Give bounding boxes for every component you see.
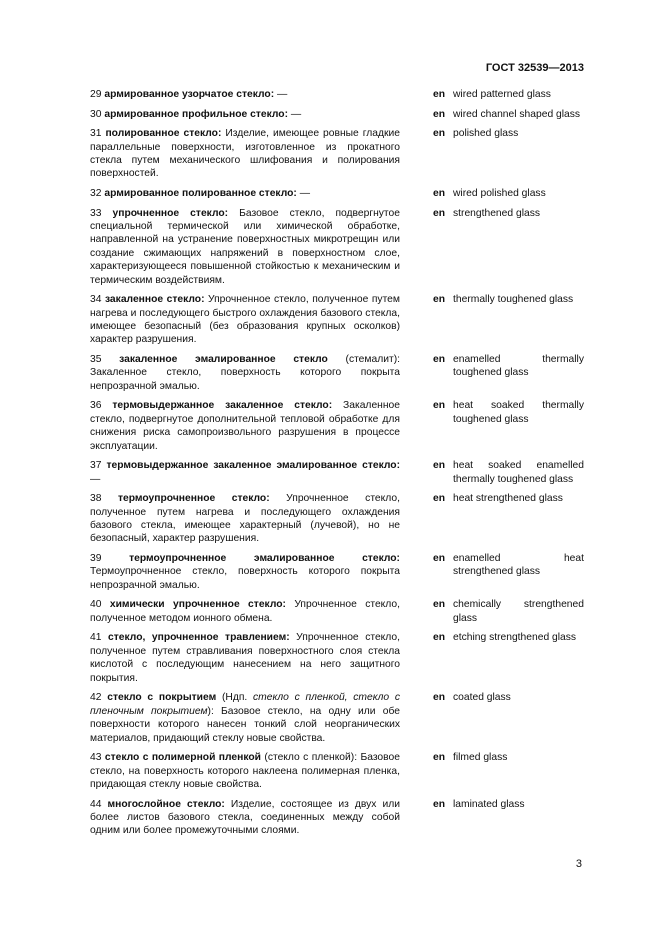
term-list xyxy=(90,88,584,844)
english-equivalent: coated glass xyxy=(453,692,511,704)
term-entry xyxy=(90,353,584,393)
language-code: en xyxy=(433,632,446,644)
english-equivalent: heat soaked thermally toughened glass xyxy=(453,400,584,425)
term-name: термоупрочненное эмалированное стекло: xyxy=(129,553,400,565)
term-entry xyxy=(90,691,584,745)
term-text: Термоупрочненное стекло, поверхность которого покрыта непрозрачной эмалью. xyxy=(90,566,400,591)
english-equivalent: wired channel shaped glass xyxy=(453,108,581,120)
language-code: en xyxy=(433,108,446,120)
term-text: Упрочненное стекло, полученное путем нагрева и последующего охлаждения базового стекла, имеющее характерный (лучевой), но не безопасный, характер разрушения. xyxy=(90,493,400,545)
english-equivalent: heat soaked enamelled thermally toughened glass xyxy=(453,460,584,485)
term-text: Упрочненное стекло, полученное путем стравливания поверхностного слоя стекла кислотой с последующим нанесением на него защитного покрытия. xyxy=(90,632,400,684)
term-definition xyxy=(90,552,400,592)
term-text: Упрочненное стекло, полученное методом ионного обмена. xyxy=(90,599,400,624)
term-definition xyxy=(90,88,400,101)
term-number: 40 xyxy=(90,599,102,611)
term-number: 36 xyxy=(90,400,102,412)
term-entry xyxy=(90,127,584,181)
term-name: термоупрочненное стекло: xyxy=(118,493,270,505)
term-definition xyxy=(90,691,400,745)
term-entry xyxy=(90,492,584,546)
language-code: en xyxy=(433,207,446,219)
term-entry xyxy=(90,108,584,121)
term-name: термовыдержанное закаленное стекло: xyxy=(112,400,333,412)
term-text: Упрочненное стекло, полученное путем нагрева и последующего быстрого охлаждения базового стекла, имеющее безопасный (без образования крупных осколков) характер разрушения. xyxy=(90,294,400,346)
term-name: термовыдержанное закаленное эмалированное стекло: xyxy=(106,460,400,472)
term-text: — xyxy=(296,188,310,199)
term-text: (стекло с пленкой): Базовое стекло, на поверхность которого наклеена полимерная пленка, придающая стеклу новые свойства. xyxy=(90,752,400,790)
term-text: (стемалит): Закаленное стекло, поверхность которого покрыта непрозрачной эмалью. xyxy=(90,354,400,392)
english-equivalent: laminated glass xyxy=(453,798,525,810)
term-name: армированное профильное стекло: xyxy=(104,108,288,120)
term-entry xyxy=(90,207,584,287)
english-equivalent: strengthened glass xyxy=(453,207,541,219)
term-entry xyxy=(90,293,584,347)
english-equivalent: heat strengthened glass xyxy=(453,493,563,505)
term-name: армированное узорчатое стекло: xyxy=(104,89,275,100)
language-code: en xyxy=(433,354,446,366)
term-entry xyxy=(90,88,584,101)
term-note: (Ндп. xyxy=(216,692,254,704)
term-definition xyxy=(90,751,400,791)
term-deprecated: стекло с пленкой, стекло с пленочным покрытием xyxy=(90,692,400,717)
language-code: en xyxy=(433,128,446,140)
term-name: химически упрочненное стекло: xyxy=(109,599,286,611)
term-definition xyxy=(90,459,400,486)
document-header: ГОСТ 32539—2013 xyxy=(485,62,584,74)
term-number: 38 xyxy=(90,493,102,505)
page-number: 3 xyxy=(575,858,582,870)
language-code: en xyxy=(433,294,446,306)
term-number: 39 xyxy=(90,553,102,565)
term-number: 43 xyxy=(90,752,102,764)
term-name: армированное полированное стекло: xyxy=(104,188,297,199)
term-number: 35 xyxy=(90,354,102,366)
term-definition xyxy=(90,127,400,181)
language-code: en xyxy=(433,460,446,472)
term-entry xyxy=(90,631,584,685)
english-equivalent: enamelled heat strengthened glass xyxy=(453,553,584,578)
term-text: Базовое стекло, подвергнутое специальной термической или химической обработке, направленной на устранение поверхностных микротрещин или создание сжимающих напряжений в поверхностном слое, характеризующееся повышенной стойкостью к механическим и термическим воздействиям. xyxy=(90,207,400,286)
term-definition xyxy=(90,798,400,838)
term-name: полированное стекло: xyxy=(105,128,222,140)
term-number: 34 xyxy=(90,294,102,306)
term-number: 30 xyxy=(90,108,102,120)
english-equivalent: chemically strengthened glass xyxy=(453,599,584,624)
term-text: Изделие, состоящее из двух или более листов базового стекла, соединенных между собой одним или более промежуточными слоями. xyxy=(90,798,400,837)
term-name: стекло с покрытием xyxy=(107,692,217,704)
term-definition xyxy=(90,399,400,453)
term-number: 44 xyxy=(90,798,102,810)
term-text: Закаленное стекло, подвергнутое дополнительной тепловой обработке для снижения риска самопроизвольного разрушения в процессе эксплуатации. xyxy=(90,400,400,452)
english-equivalent: wired polished glass xyxy=(453,188,546,199)
term-name: упрочненное стекло: xyxy=(112,207,229,219)
english-equivalent: etching strengthened glass xyxy=(453,632,577,644)
term-number: 29 xyxy=(90,89,102,100)
term-entry xyxy=(90,187,584,200)
english-equivalent: thermally toughened glass xyxy=(453,294,574,306)
term-entry xyxy=(90,751,584,791)
term-name: стекло, упрочненное травлением: xyxy=(108,632,290,644)
english-equivalent: polished glass xyxy=(453,128,519,140)
english-equivalent: enamelled thermally toughened glass xyxy=(453,354,584,379)
term-entry xyxy=(90,798,584,838)
language-code: en xyxy=(433,692,446,704)
term-number: 32 xyxy=(90,188,102,199)
term-definition xyxy=(90,207,400,287)
term-name: закаленное стекло: xyxy=(104,294,205,306)
term-definition xyxy=(90,492,400,546)
language-code: en xyxy=(433,798,446,810)
language-code: en xyxy=(433,400,446,412)
term-text: ): Базовое стекло, на одну или обе поверхности которого нанесен тонкий слой неорганических материалов, придающий стеклу новые свойства. xyxy=(90,705,401,744)
language-code: en xyxy=(433,599,446,611)
term-definition xyxy=(90,353,400,393)
term-definition xyxy=(90,631,400,685)
term-name: многослойное стекло: xyxy=(107,798,225,810)
term-entry xyxy=(90,552,584,592)
term-number: 31 xyxy=(90,128,102,140)
english-equivalent: filmed glass xyxy=(453,752,508,764)
language-code: en xyxy=(433,752,446,764)
term-name: стекло с полимерной пленкой xyxy=(104,752,262,764)
term-number: 37 xyxy=(90,460,102,472)
term-definition xyxy=(90,293,400,347)
term-definition xyxy=(90,108,400,121)
term-definition xyxy=(90,187,400,200)
term-text: — xyxy=(288,108,302,120)
term-definition xyxy=(90,598,400,625)
language-code: en xyxy=(433,553,446,565)
term-entry xyxy=(90,598,584,625)
english-equivalent: wired patterned glass xyxy=(453,89,551,100)
language-code: en xyxy=(433,188,446,199)
term-text: — xyxy=(90,473,101,485)
term-number: 41 xyxy=(90,632,102,644)
language-code: en xyxy=(433,89,446,100)
term-text: — xyxy=(274,89,288,100)
term-entry xyxy=(90,459,584,486)
term-number: 33 xyxy=(90,207,102,219)
term-name: закаленное эмалированное стекло xyxy=(119,354,328,366)
language-code: en xyxy=(433,493,446,505)
term-text: Изделие, имеющее ровные гладкие параллельные поверхности, изготовленное из прокатного стекла путем механического шлифования и полирования поверхностей. xyxy=(90,128,400,180)
term-entry xyxy=(90,399,584,453)
term-number: 42 xyxy=(90,692,102,704)
